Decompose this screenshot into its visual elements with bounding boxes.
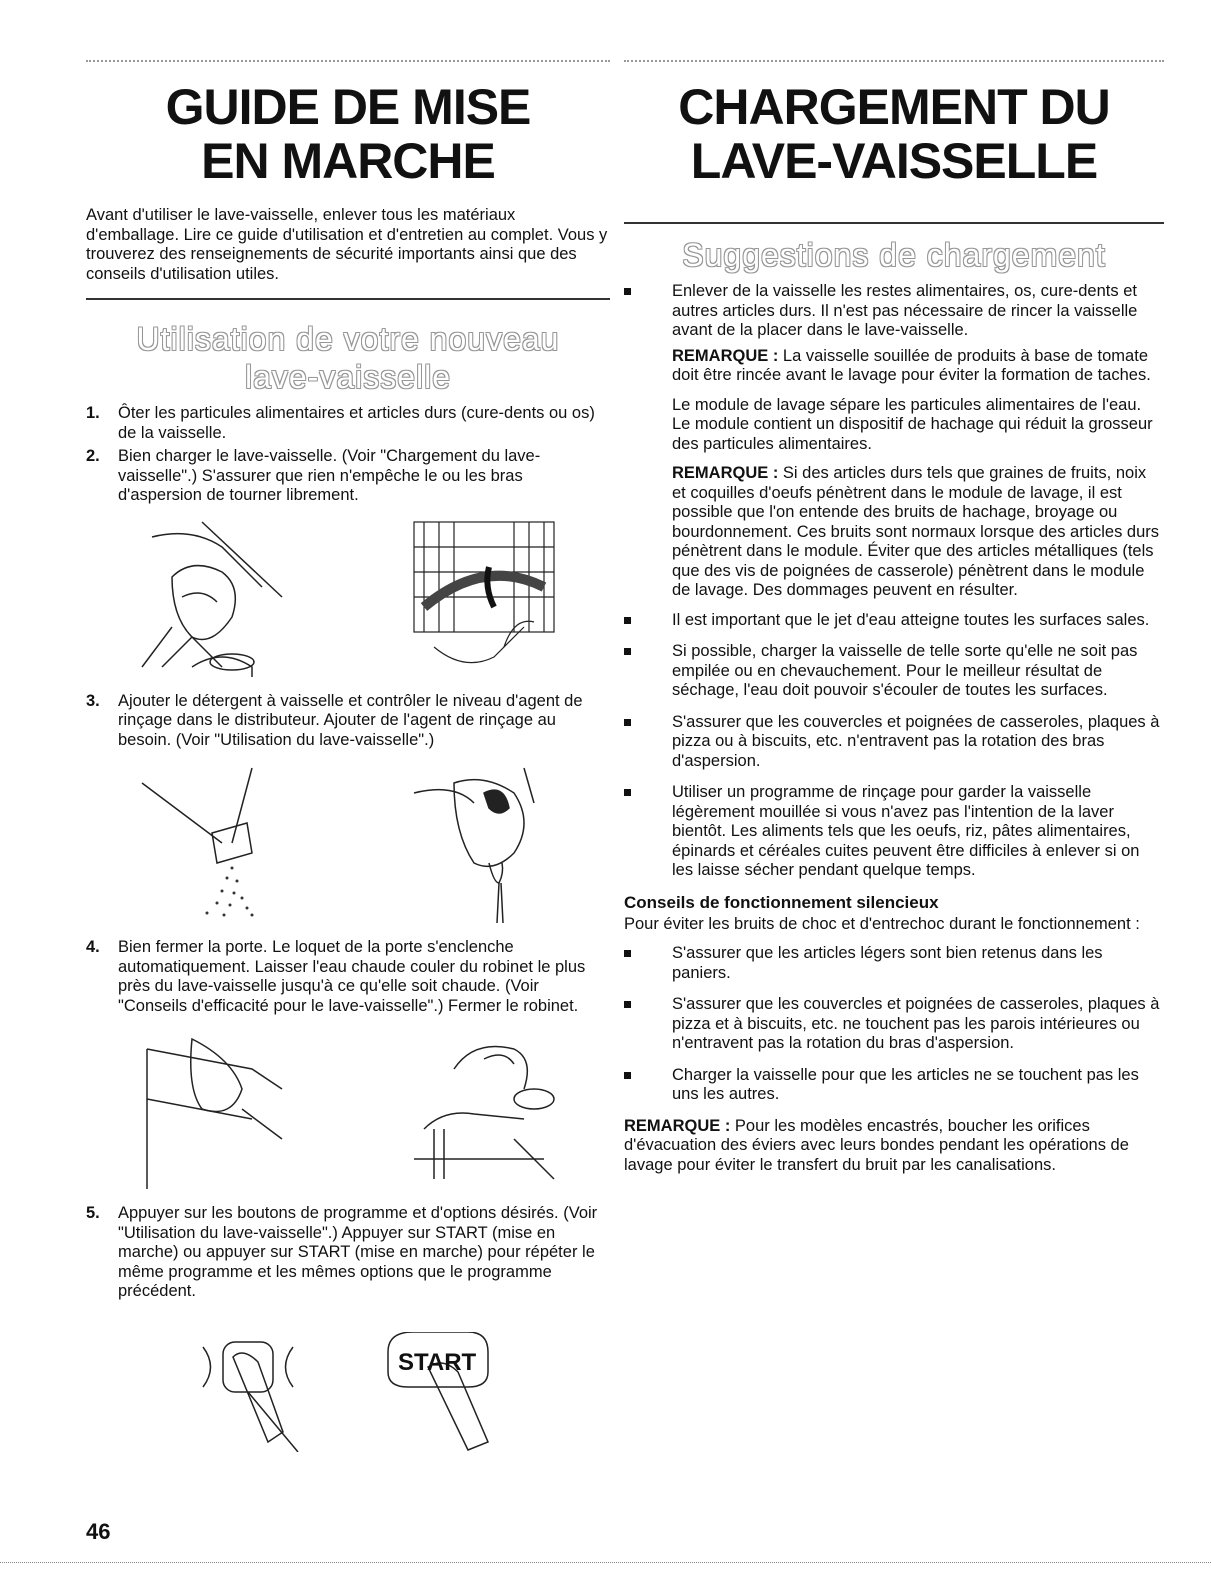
quiet-operation-heading: Conseils de fonctionnement silencieux — [624, 892, 939, 912]
step-text: Appuyer sur les boutons de programme et d'options désirés. (Voir "Utilisation du lave-vaisselle".) Appuyer sur START (mise en marche) ou appuyer sur START (mise en marche) pour répéter le même programme et les mêmes options que le programme précédent. — [118, 1204, 598, 1300]
note-1 — [624, 347, 1164, 386]
cycle-button-press-illustration — [188, 1332, 308, 1452]
bullet-square — [624, 789, 631, 796]
title-line-1: CHARGEMENT DU — [678, 79, 1110, 135]
note-2 — [624, 464, 1164, 601]
steps-list-4 — [86, 1204, 610, 1302]
note-label: REMARQUE : — [672, 346, 779, 365]
loading-tips-list — [624, 282, 1164, 341]
bullet-square — [624, 288, 631, 295]
note-text: Si des articles durs tels que graines de fruits, noix et coquilles d'oeufs pénètrent dans le module de lavage, il est possible que l'on entende des bruits de hachage, broyage ou bourdonnement. Ces bruits sont normaux lorsque des articles durs pénètrent dans le module. Éviter que des articles métalliques (tels que des vis de poignées de casserole) pénètrent dans le module de lavage. Des dommages peuvent en résulter. — [672, 464, 1159, 599]
left-column — [86, 60, 610, 1462]
illustration-row-door-faucet — [86, 1024, 610, 1194]
bullet-square — [624, 617, 631, 624]
quiet-operation-list — [624, 944, 1164, 1105]
page-number: 46 — [86, 1519, 111, 1544]
step-item — [86, 692, 610, 751]
wash-module-paragraph: Le module de lavage sépare les particules alimentaires de l'eau. Le module contient un dispositif de hachage qui réduit la grosseur des particules alimentaires. — [672, 395, 1153, 453]
closing-door-illustration — [132, 1029, 302, 1189]
divider — [86, 298, 610, 300]
list-item — [624, 995, 1164, 1054]
step-text: Bien charger le lave-vaisselle. (Voir "Chargement du lave-vaisselle".) S'assurer que rien n'empêche le ou les bras d'aspersion de tourner librement. — [118, 447, 541, 504]
bottom-dotted-rule — [0, 1562, 1211, 1563]
list-item-text: S'assurer que les articles légers sont bien retenus dans les paniers. — [672, 944, 1103, 982]
spray-arm-rotation-illustration — [394, 517, 564, 677]
title-line-2: EN MARCHE — [201, 133, 495, 189]
section-heading-usage — [86, 320, 610, 396]
section-heading-loading-tips: Suggestions de chargement — [682, 237, 1106, 273]
step-item — [86, 404, 610, 443]
bullet-square — [624, 950, 631, 957]
list-item — [624, 611, 1164, 631]
list-item — [624, 944, 1164, 983]
start-button-press-illustration — [368, 1332, 508, 1452]
top-dotted-rule — [624, 60, 1164, 68]
intro-paragraph: Avant d'utiliser le lave-vaisselle, enlever tous les matériaux d'emballage. Lire ce guide d'utilisation et d'entretien au complet. Vous y trouverez des renseignements de sécurité importants ainsi que des conseils d'utilisation utiles. — [86, 206, 608, 283]
step-item — [86, 447, 610, 506]
page-title-right — [624, 80, 1164, 188]
list-item-text: Enlever de la vaisselle les restes alimentaires, os, cure-dents et autres articles durs. Il n'est pas nécessaire de rincer la vaisselle avant de la placer dans le lave-vaisselle. — [672, 282, 1138, 339]
list-item-text: S'assurer que les couvercles et poignées de casseroles, plaques à pizza ou à biscuits, etc. n'entravent pas la rotation des bras d'aspersion. — [672, 712, 1160, 770]
bullet-square — [624, 648, 631, 655]
list-item — [624, 1066, 1164, 1105]
hand-removing-food-illustration — [132, 517, 302, 677]
step-item — [86, 1204, 610, 1302]
list-item — [624, 713, 1164, 772]
list-item-text: S'assurer que les couvercles et poignées de casseroles, plaques à pizza et à biscuits, etc. ne touchent pas les parois intérieures ou n'entravent pas la rotation du bras d'aspersion. — [672, 995, 1160, 1052]
title-line-1: GUIDE DE MISE — [165, 79, 531, 135]
steps-list — [86, 404, 610, 506]
start-button-label: START — [398, 1348, 477, 1376]
note-3 — [624, 1117, 1164, 1176]
note-text: La vaisselle souillée de produits à base de tomate doit être rincée avant le lavage pour éviter la formation de taches. — [672, 346, 1151, 384]
list-item — [624, 282, 1164, 341]
divider — [624, 222, 1164, 224]
note-label: REMARQUE : — [672, 464, 779, 482]
step-text: Ôter les particules alimentaires et articles durs (cure-dents ou os) de la vaisselle. — [118, 404, 595, 442]
note-label: REMARQUE : — [624, 1116, 731, 1135]
step-number: 3. — [86, 691, 100, 710]
step-number: 1. — [86, 404, 100, 422]
note-text: Pour les modèles encastrés, boucher les orifices d'évacuation des éviers avec leurs bondes pendant les opérations de lavage pour éviter le transfert du bruit par les canalisations. — [624, 1116, 1129, 1174]
list-item-text: Si possible, charger la vaisselle de telle sorte qu'elle ne soit pas empilée ou en chevauchement. Pour le meilleur résultat de séchage, l'eau doit pouvoir s'écouler de toutes les surfaces. — [672, 642, 1138, 699]
bullet-square — [624, 1001, 631, 1008]
illustration-row-detergent — [86, 758, 610, 928]
list-item-text: Il est important que le jet d'eau atteigne toutes les surfaces sales. — [672, 610, 1150, 629]
step-number: 2. — [86, 447, 100, 465]
steps-list-3 — [86, 938, 610, 1016]
section-heading-line-1: Utilisation de votre nouveau — [136, 321, 560, 357]
top-dotted-rule — [86, 60, 610, 68]
rinse-aid-bottle-illustration — [394, 763, 564, 923]
loading-tips-list-2 — [624, 611, 1164, 881]
section-heading-line-2: lave-vaisselle — [244, 359, 452, 395]
list-item-text: Charger la vaisselle pour que les articles ne se touchent pas les uns les autres. — [672, 1065, 1139, 1103]
step-text: Ajouter le détergent à vaisselle et contrôler le niveau d'agent de rinçage dans le distributeur. Ajouter de l'agent de rinçage au besoin. (Voir "Utilisation du lave-vaisselle".) — [118, 691, 583, 749]
pouring-detergent-illustration — [132, 763, 302, 923]
running-faucet-illustration — [394, 1029, 564, 1189]
step-text: Bien fermer la porte. Le loquet de la porte s'enclenche automatiquement. Laisser l'eau chaude couler du robinet le plus près du lave-vaisselle jusqu'à ce qu'elle soit chaude. (Voir "Conseils d'efficacité pour le lave-vaisselle".) Fermer le robinet. — [118, 938, 586, 1015]
illustration-row-buttons — [86, 1322, 610, 1462]
title-line-2: LAVE-VAISSELLE — [690, 133, 1098, 189]
quiet-operation-intro: Pour éviter les bruits de choc et d'entrechoc durant le fonctionnement : — [624, 914, 1140, 933]
list-item — [624, 783, 1164, 881]
step-number: 5. — [86, 1204, 100, 1222]
illustration-row-loading — [86, 512, 610, 682]
steps-list-2 — [86, 692, 610, 751]
bullet-square — [624, 719, 631, 726]
list-item-text: Utiliser un programme de rinçage pour garder la vaisselle légèrement mouillée si vous n'avez pas l'intention de la laver bientôt. Les aliments tels que les oeufs, riz, pâtes alimentaires, épinards et céréales cuites peuvent être difficiles à enlever si on les laisse sécher pendant quelque temps. — [672, 783, 1140, 879]
bullet-square — [624, 1072, 631, 1079]
step-item — [86, 938, 610, 1016]
step-number: 4. — [86, 938, 100, 956]
right-column — [624, 60, 1164, 1185]
list-item — [624, 642, 1164, 701]
page-title-left — [86, 80, 610, 188]
